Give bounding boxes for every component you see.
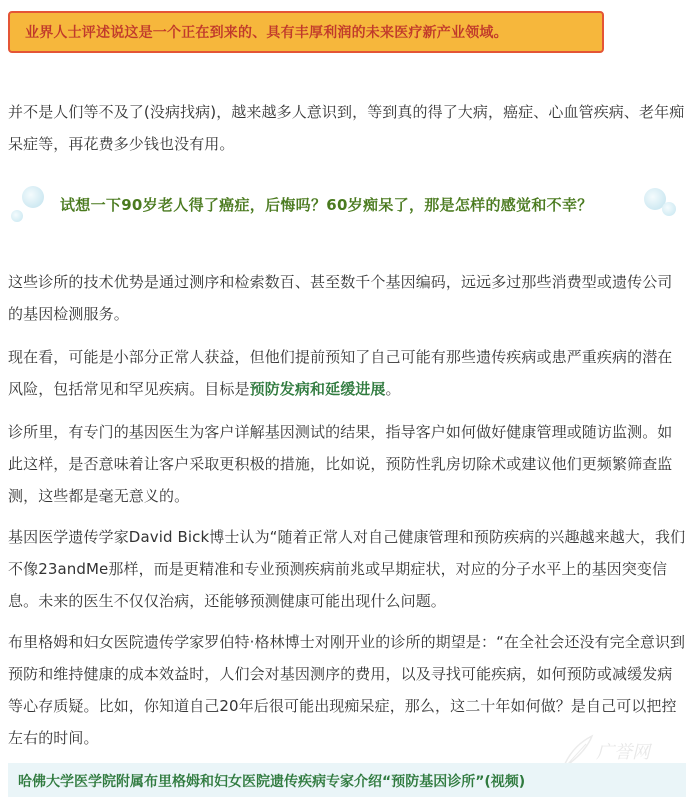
- quote-callout: [8, 180, 686, 230]
- paragraph-3: [8, 341, 686, 405]
- paragraph-6: 布里格姆和妇女医院遗传学家罗伯特·格林博士对刚开业的诊所的期望是：“在全社会还没有完全意识到预防和维持健康的成本效益时，人们会对基因测序的费用，以及寻找可能疾病，如何预防或减缓发病等心存质疑。比如，你知道自己20年后很可能出现痴呆症，那么，这二十年如何做？是自己可以把控左右的时间。: [8, 633, 686, 747]
- paragraph-1: 并不是人们等不及了(没病找病)，越来越多人意识到，等到真的得了大病，癌症、心血管疾病、老年痴呆症等，再花费多少钱也没有用。: [8, 103, 685, 153]
- bubble-decoration-icon: [22, 186, 44, 208]
- watermark-text: 广誉网: [596, 742, 650, 763]
- paragraph-5: 基因医学遗传学家David Bick博士认为“随着正常人对自己健康管理和预防疾病的兴趣越来越大，我们不像23andMe那样，而是更精准和专业预测疾病前兆或早期症状，对应的分子水平上的基因突变信息。未来的医生不仅仅治病，还能够预测健康可能出现什么问题。: [8, 528, 686, 610]
- paragraph-3-end: 。: [385, 380, 401, 398]
- paragraph-4: 诊所里，有专门的基因医生为客户详解基因测试的结果，指导客户如何做好健康管理或随访监测。如此这样，是否意味着让客户采取更积极的措施，比如说，预防性乳房切除术或建议他们更频繁筛查监测，这些都是毫无意义的。: [8, 423, 673, 505]
- top-banner: [8, 11, 604, 53]
- banner-text: 业界人士评述说这是一个正在到来的、具有丰厚利润的未来医疗新产业领域。: [25, 25, 508, 41]
- paragraph-2: 这些诊所的技术优势是通过测序和检索数百、甚至数千个基因编码，远远多过那些消费型或遗传公司的基因检测服务。: [8, 273, 673, 323]
- bubble-decoration-icon: [662, 202, 676, 216]
- video-caption-text[interactable]: 哈佛大学医学院附属布里格姆和妇女医院遗传疾病专家介绍“预防基因诊所”(视频): [18, 774, 526, 790]
- quote-text: 试想一下90岁老人得了癌症，后悔吗？60岁痴呆了，那是怎样的感觉和不幸？: [60, 196, 593, 214]
- bubble-decoration-icon: [11, 210, 23, 222]
- paragraph-3-text: 现在看，可能是小部分正常人获益，但他们提前预知了自己可能有那些遗传疾病或患严重疾病的潜在风险，包括常见和罕见疾病。目标是: [8, 348, 673, 398]
- video-caption-bar[interactable]: [8, 763, 686, 797]
- paragraph-3-highlight: 预防发病和延缓进展: [249, 380, 386, 398]
